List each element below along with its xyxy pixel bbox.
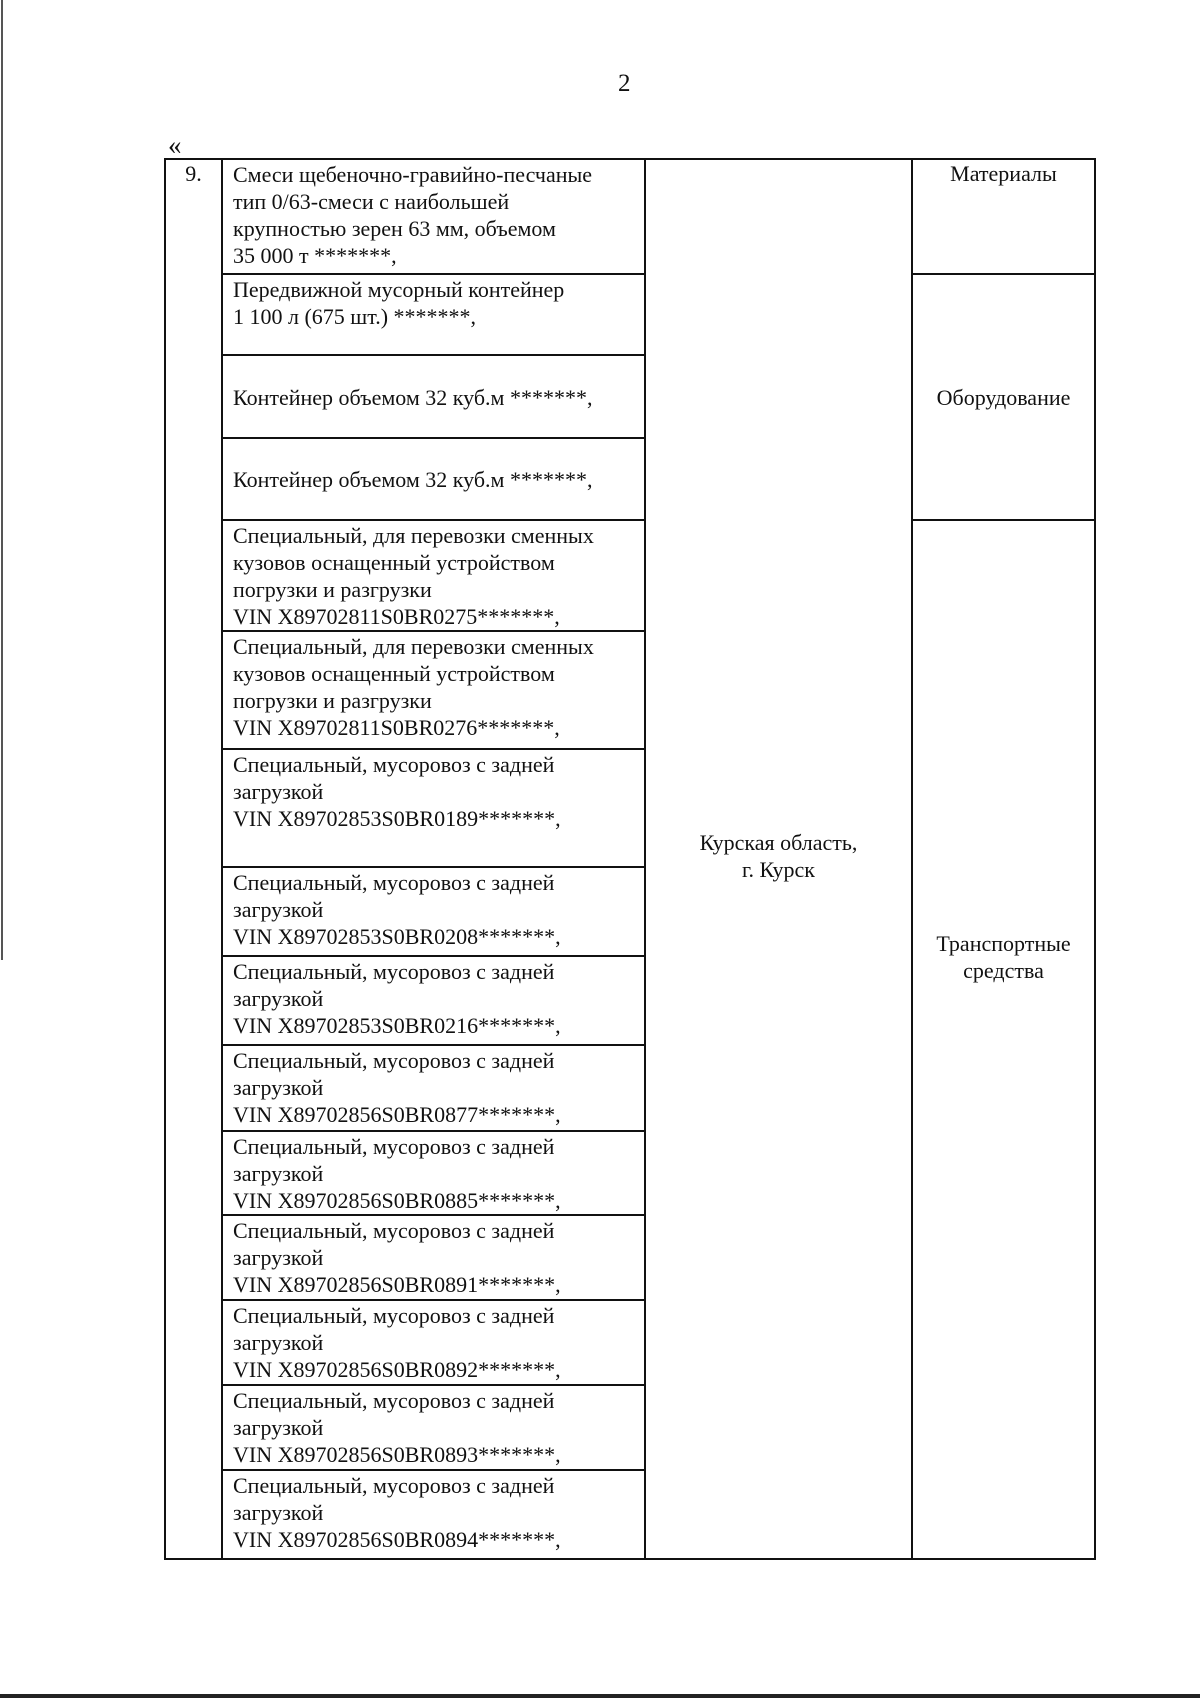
row-number-cell (165, 159, 222, 1559)
item-cell (222, 867, 645, 956)
opening-quote: « (168, 130, 182, 160)
item-cell (222, 1131, 645, 1215)
item-cell (222, 631, 645, 749)
category-cell-equipment (912, 274, 1095, 520)
category-equipment: Оборудование (936, 384, 1071, 410)
item-description: Специальный, мусоровоз с задней загрузкой VIN X89702856S0BR0893*******, (233, 1388, 561, 1467)
item-description: Специальный, мусоровоз с задней загрузкой VIN X89702856S0BR0894*******, (233, 1473, 561, 1552)
table-row (165, 159, 1095, 274)
item-description: Смеси щебеночно-гравийно-песчаные тип 0/63-смеси с наибольшей крупностью зерен 63 мм, объемом 35 000 т *******, (233, 162, 593, 268)
item-cell (222, 1470, 645, 1559)
page-number: 2 (618, 70, 631, 97)
item-cell (222, 438, 645, 520)
item-cell (222, 1385, 645, 1470)
item-description: Контейнер объемом 32 куб.м *******, (233, 384, 593, 410)
item-description: Специальный, мусоровоз с задней загрузкой VIN X89702853S0BR0208*******, (233, 870, 561, 949)
item-cell (222, 1045, 645, 1131)
item-description: Передвижной мусорный контейнер 1 100 л (675 шт.) *******, (233, 277, 565, 329)
location-text: Курская область, г. Курск (699, 829, 858, 882)
item-cell (222, 355, 645, 438)
category-cell-vehicles (912, 520, 1095, 1559)
scan-edge-bottom (0, 1694, 1200, 1698)
item-description: Специальный, мусоровоз с задней загрузкой VIN X89702853S0BR0216*******, (233, 959, 561, 1038)
item-cell (222, 749, 645, 867)
item-cell (222, 956, 645, 1045)
category-materials: Материалы (950, 161, 1057, 186)
category-cell-materials (912, 159, 1095, 274)
location-cell (645, 159, 912, 1559)
scan-edge-left (1, 0, 3, 960)
table-row (165, 520, 1095, 631)
item-cell (222, 520, 645, 631)
item-description: Специальный, мусоровоз с задней загрузкой VIN X89702856S0BR0891*******, (233, 1218, 561, 1297)
item-cell (222, 274, 645, 355)
table-row (165, 274, 1095, 355)
item-cell (222, 159, 645, 274)
category-vehicles: Транспортные средства (936, 930, 1071, 983)
item-description: Специальный, для перевозки сменных кузовов оснащенный устройством погрузки и разгрузки VIN X89702811S0BR0276*******, (233, 634, 594, 740)
item-description: Контейнер объемом 32 куб.м *******, (233, 467, 593, 492)
item-description: Специальный, мусоровоз с задней загрузкой VIN X89702856S0BR0877*******, (233, 1048, 561, 1127)
property-table (164, 158, 1096, 1560)
row-number: 9. (185, 161, 202, 186)
item-description: Специальный, мусоровоз с задней загрузкой VIN X89702853S0BR0189*******, (233, 752, 561, 831)
item-description: Специальный, мусоровоз с задней загрузкой VIN X89702856S0BR0892*******, (233, 1303, 561, 1382)
item-cell (222, 1300, 645, 1385)
item-description: Специальный, мусоровоз с задней загрузкой VIN X89702856S0BR0885*******, (233, 1134, 561, 1213)
item-cell (222, 1215, 645, 1300)
item-description: Специальный, для перевозки сменных кузовов оснащенный устройством погрузки и разгрузки VIN X89702811S0BR0275*******, (233, 523, 594, 629)
